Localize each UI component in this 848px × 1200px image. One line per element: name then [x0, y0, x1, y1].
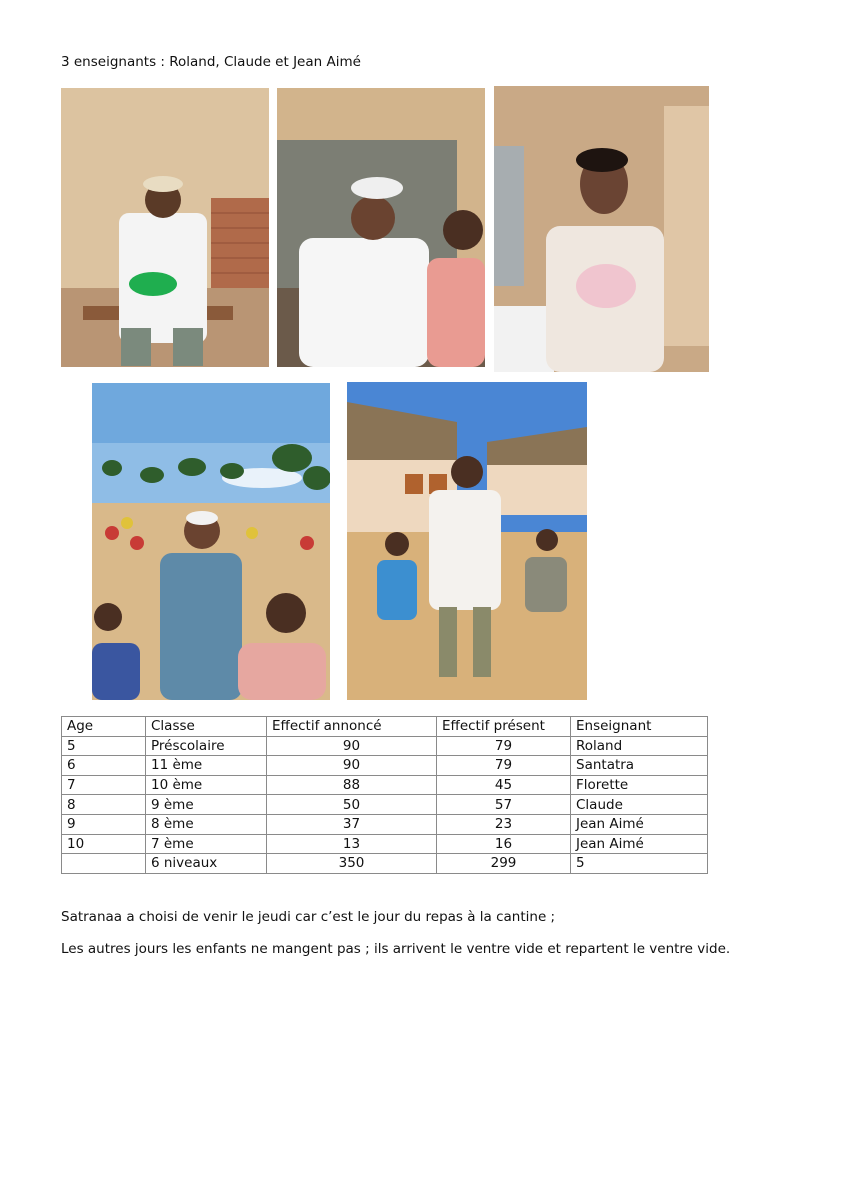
cell-effectif-annonce: 90: [267, 756, 437, 776]
photo-teacher-with-children: [92, 383, 330, 700]
cell-effectif-present: 79: [437, 756, 571, 776]
cell-effectif-annonce: 13: [267, 834, 437, 854]
header-classe: Classe: [146, 717, 267, 737]
header-age: Age: [62, 717, 146, 737]
table-row: [62, 756, 708, 776]
cell-classe: 6 niveaux: [146, 854, 267, 874]
table-header-row: [62, 717, 708, 737]
cell-classe: 9 ème: [146, 795, 267, 815]
cell-effectif-annonce: 50: [267, 795, 437, 815]
cell-age: [62, 854, 146, 874]
cell-age: 7: [62, 775, 146, 795]
table-row: [62, 834, 708, 854]
cell-age: 5: [62, 736, 146, 756]
cell-classe: 11 ème: [146, 756, 267, 776]
cell-effectif-present: 16: [437, 834, 571, 854]
cell-effectif-present: 23: [437, 814, 571, 834]
table-total-row: [62, 854, 708, 874]
paragraph-cantine: Satranaa a choisi de venir le jeudi car c’est le jour du repas à la cantine ;: [61, 909, 556, 925]
cell-effectif-annonce: 37: [267, 814, 437, 834]
page-heading: 3 enseignants : Roland, Claude et Jean Aimé: [61, 54, 361, 70]
cell-classe: 7 ème: [146, 834, 267, 854]
cell-effectif-annonce: 88: [267, 775, 437, 795]
photo-young-teacher: [494, 86, 709, 372]
cell-classe: Préscolaire: [146, 736, 267, 756]
photo-teacher-with-bowl: [61, 88, 269, 367]
cell-effectif-present: 79: [437, 736, 571, 756]
header-effectif-annonce: Effectif annoncé: [267, 717, 437, 737]
table-row: [62, 814, 708, 834]
header-enseignant: Enseignant: [571, 717, 708, 737]
cell-effectif-present: 45: [437, 775, 571, 795]
photo-teacher-at-blackboard: [277, 88, 485, 367]
cell-age: 8: [62, 795, 146, 815]
paragraph-ventre-vide: Les autres jours les enfants ne mangent pas ; ils arrivent le ventre vide et repartent le ventre vide.: [61, 941, 731, 957]
cell-enseignant: Claude: [571, 795, 708, 815]
cell-classe: 8 ème: [146, 814, 267, 834]
cell-enseignant: Jean Aimé: [571, 814, 708, 834]
cell-enseignant: Roland: [571, 736, 708, 756]
cell-effectif-annonce: 90: [267, 736, 437, 756]
cell-enseignant: Santatra: [571, 756, 708, 776]
cell-enseignant: Jean Aimé: [571, 834, 708, 854]
table-row: [62, 775, 708, 795]
cell-age: 6: [62, 756, 146, 776]
table-row: [62, 736, 708, 756]
header-effectif-present: Effectif présent: [437, 717, 571, 737]
cell-enseignant: 5: [571, 854, 708, 874]
class-enrollment-table: [61, 716, 708, 874]
cell-classe: 10 ème: [146, 775, 267, 795]
cell-enseignant: Florette: [571, 775, 708, 795]
cell-effectif-present: 57: [437, 795, 571, 815]
cell-effectif-annonce: 350: [267, 854, 437, 874]
photo-teacher-by-classrooms: [347, 382, 587, 700]
cell-effectif-present: 299: [437, 854, 571, 874]
cell-age: 10: [62, 834, 146, 854]
table-row: [62, 795, 708, 815]
cell-age: 9: [62, 814, 146, 834]
